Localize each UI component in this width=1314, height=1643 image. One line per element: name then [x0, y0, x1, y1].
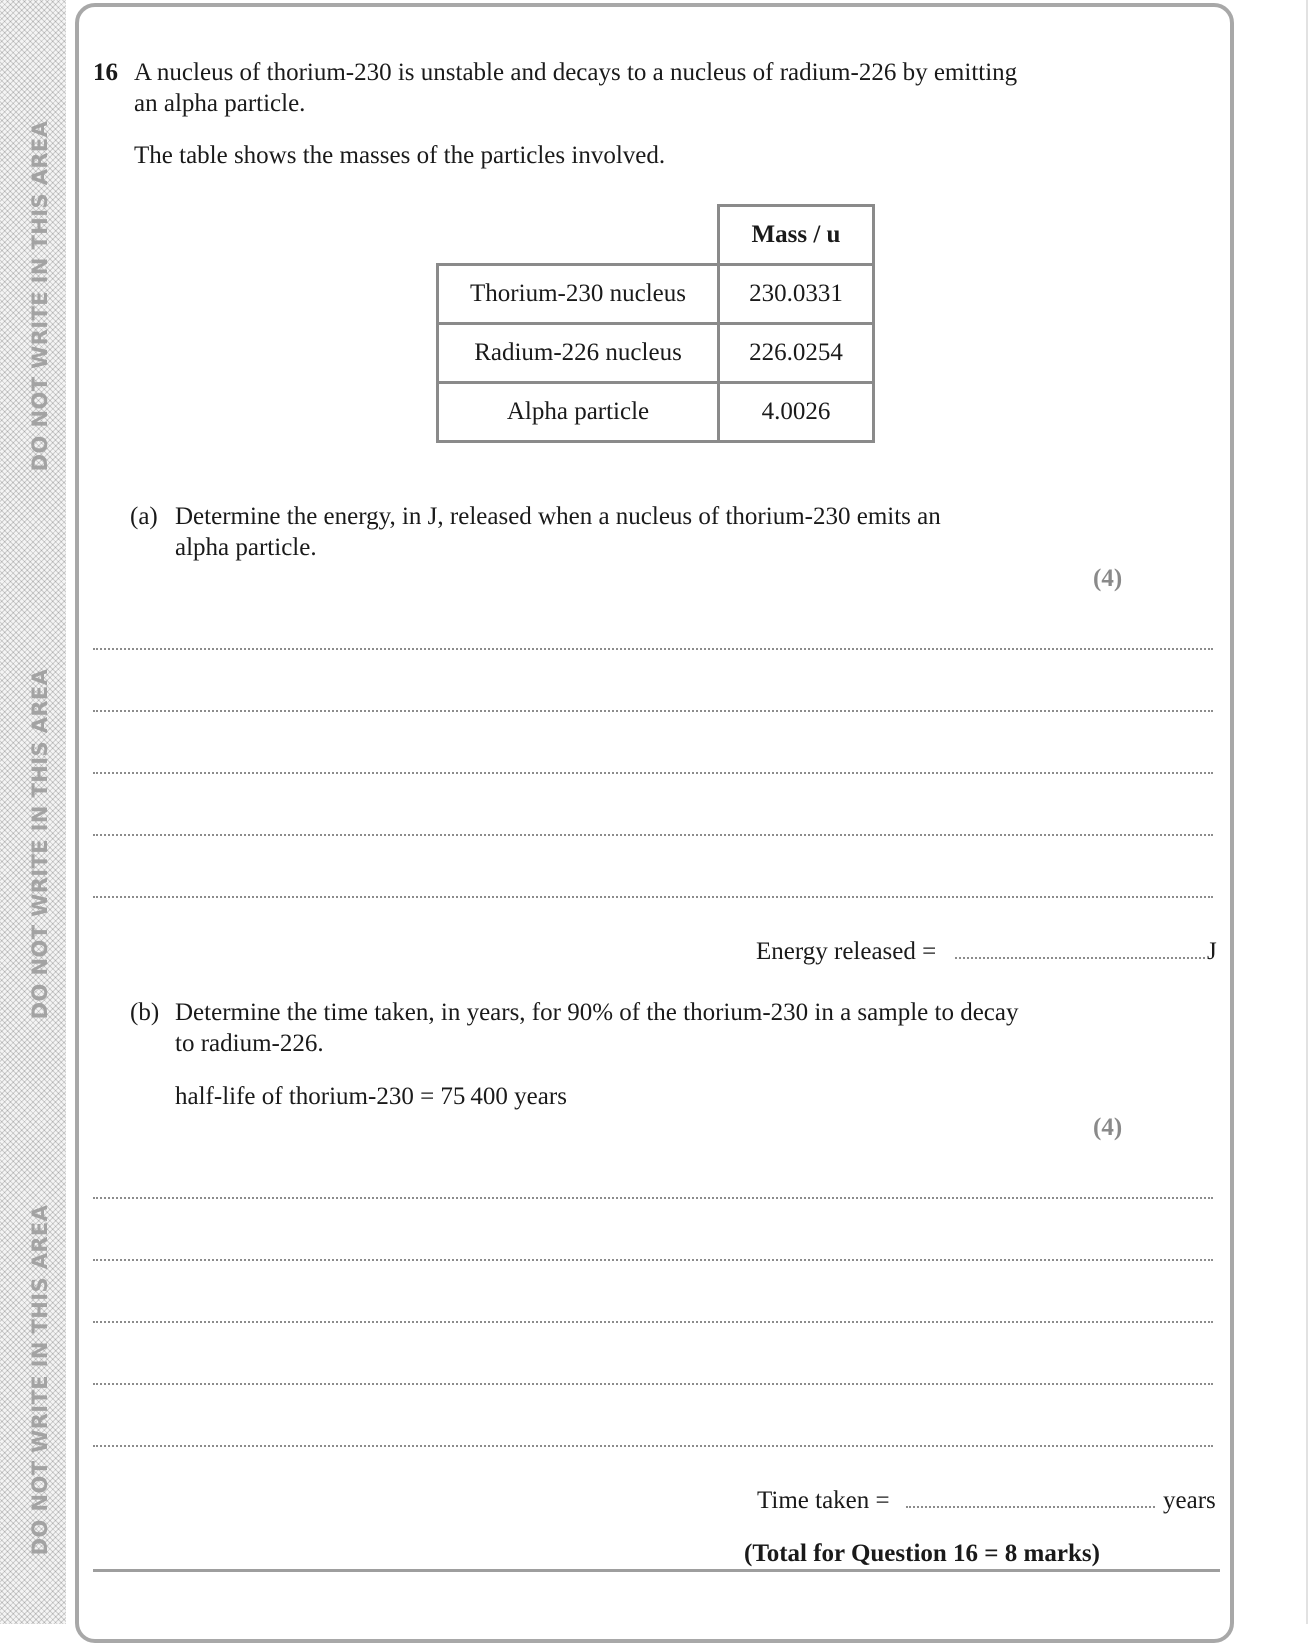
table-header-row: [438, 206, 874, 265]
part-a-line-1: Determine the energy, in J, released when a nucleus of thorium-230 emits an: [175, 503, 941, 530]
part-a-answer-line[interactable]: [93, 896, 1213, 898]
margin-warning-top: DO NOT WRITE IN THIS AREA: [28, 120, 52, 472]
table-row: [438, 324, 874, 383]
table-row: [438, 383, 874, 442]
table-cell-mass: 226.0254: [719, 324, 874, 383]
table-cell-particle: Alpha particle: [438, 383, 719, 442]
time-answer-field[interactable]: [906, 1506, 1155, 1508]
part-b-answer-line[interactable]: [93, 1383, 1213, 1385]
table-corner-cell: [438, 206, 719, 265]
table-row: [438, 265, 874, 324]
part-b-label: (b): [130, 999, 160, 1026]
part-b-answer-unit: years: [1163, 1487, 1216, 1514]
table-intro: The table shows the masses of the particles involved.: [134, 142, 666, 169]
question-end-rule: [93, 1569, 1220, 1572]
part-a-marks: (4): [1093, 565, 1123, 592]
question-number: 16: [93, 59, 118, 86]
part-b-answer-line[interactable]: [93, 1321, 1213, 1323]
table-header-mass: Mass / u: [719, 206, 874, 265]
part-a-line-2: alpha particle.: [175, 534, 317, 561]
part-a-answer-unit: J: [1207, 938, 1217, 965]
part-b-marks: (4): [1093, 1114, 1123, 1141]
mass-table: [436, 204, 875, 443]
part-b-line-1: Determine the time taken, in years, for 90% of the thorium-230 in a sample to decay: [175, 999, 1019, 1026]
right-edge-rule: [1306, 0, 1308, 1624]
table-cell-mass: 4.0026: [719, 383, 874, 442]
part-b-line-2: to radium-226.: [175, 1030, 324, 1057]
table-cell-particle: Radium-226 nucleus: [438, 324, 719, 383]
part-b-given-data: half-life of thorium-230 = 75 400 years: [175, 1083, 567, 1110]
margin-warning-middle: DO NOT WRITE IN THIS AREA: [28, 668, 52, 1020]
part-b-answer-line[interactable]: [93, 1259, 1213, 1261]
part-a-label: (a): [130, 503, 158, 530]
energy-answer-field[interactable]: [955, 957, 1205, 959]
part-b-answer-line[interactable]: [93, 1197, 1213, 1199]
part-b-answer-line[interactable]: [93, 1445, 1213, 1447]
part-a-answer-line[interactable]: [93, 648, 1213, 650]
part-a-answer-line[interactable]: [93, 710, 1213, 712]
table-cell-mass: 230.0331: [719, 265, 874, 324]
question-intro-line-1: A nucleus of thorium-230 is unstable and decays to a nucleus of radium-226 by emitting: [134, 59, 1018, 86]
question-total-marks: (Total for Question 16 = 8 marks): [744, 1540, 1100, 1567]
part-b-answer-label: Time taken =: [757, 1487, 890, 1514]
part-a-answer-line[interactable]: [93, 834, 1213, 836]
part-a-answer-line[interactable]: [93, 772, 1213, 774]
part-a-answer-label: Energy released =: [756, 938, 937, 965]
question-intro-line-2: an alpha particle.: [134, 90, 306, 117]
table-cell-particle: Thorium-230 nucleus: [438, 265, 719, 324]
margin-warning-bottom: DO NOT WRITE IN THIS AREA: [28, 1204, 52, 1556]
